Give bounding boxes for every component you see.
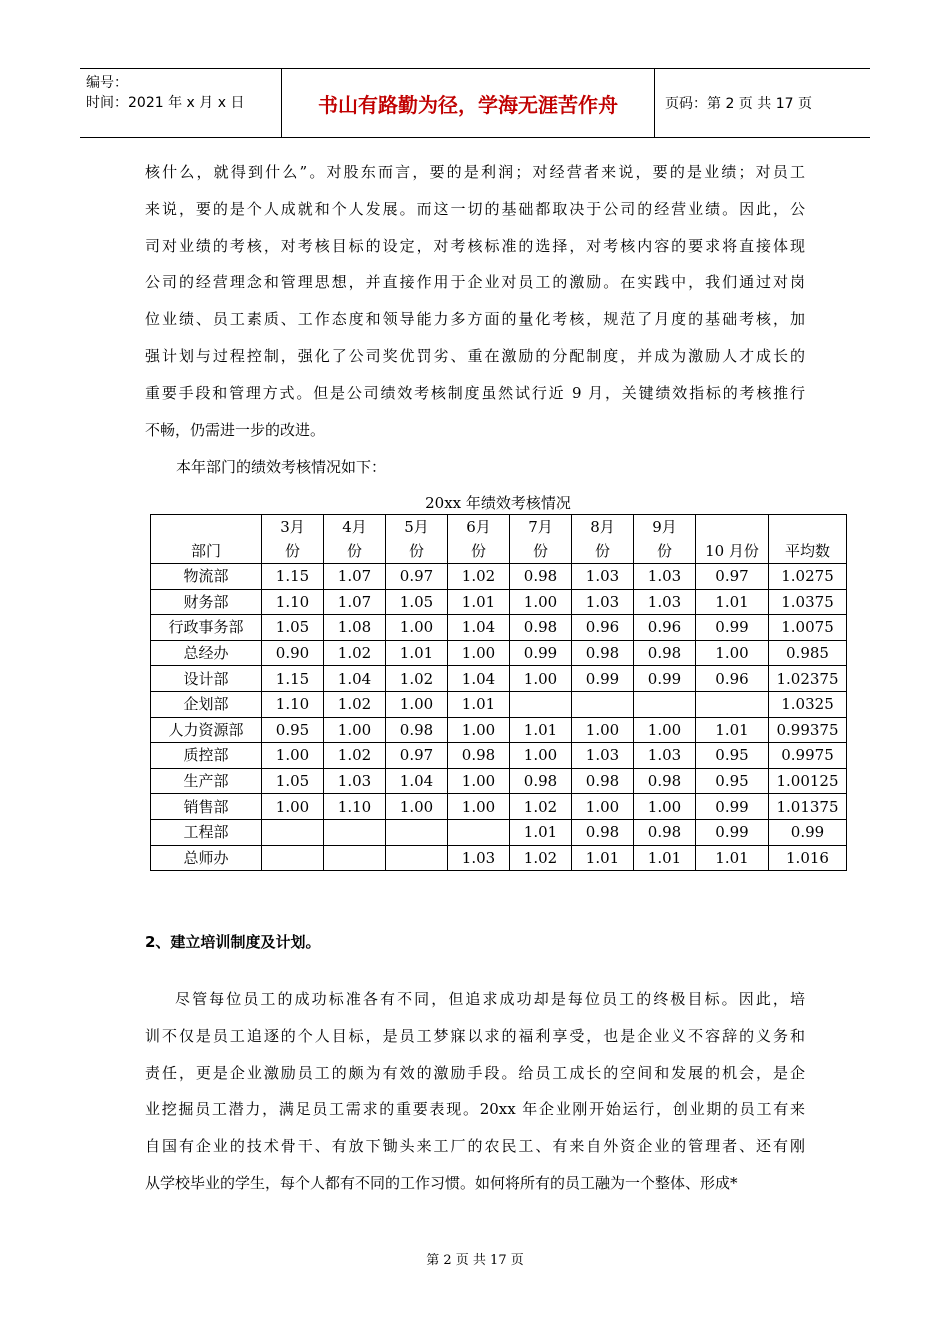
score-cell: 0.99 xyxy=(572,666,634,692)
score-cell: 1.00 xyxy=(386,691,448,717)
column-header xyxy=(324,515,386,564)
department-cell: 总师办 xyxy=(151,845,262,871)
table-intro-text: 本年部门的绩效考核情况如下： xyxy=(176,458,387,476)
column-header-bottom: 平均数 xyxy=(784,542,830,560)
column-header xyxy=(696,515,769,564)
score-cell: 1.00 xyxy=(572,717,634,743)
table-row xyxy=(151,691,847,717)
score-cell: 1.15 xyxy=(262,564,324,590)
score-cell: 0.985 xyxy=(769,640,847,666)
column-header xyxy=(386,515,448,564)
page-header xyxy=(80,68,870,138)
score-cell: 1.01 xyxy=(634,845,696,871)
department-cell: 质控部 xyxy=(151,743,262,769)
score-cell: 1.10 xyxy=(324,794,386,820)
score-cell: 1.02 xyxy=(510,845,572,871)
score-cell xyxy=(324,845,386,871)
paragraph-line: 公司的经营理念和管理思想，并直接作用于企业对员工的激励。在实践中，我们通过对岗 xyxy=(145,273,805,292)
score-cell: 1.02 xyxy=(510,794,572,820)
score-cell: 1.01 xyxy=(448,589,510,615)
score-cell xyxy=(634,691,696,717)
paragraph-line: 重要手段和管理方式。但是公司绩效考核制度虽然试行近 9 月，关键绩效指标的考核推行 xyxy=(145,383,805,402)
score-cell: 0.98 xyxy=(510,768,572,794)
score-cell: 1.03 xyxy=(448,845,510,871)
column-header-bottom: 份 xyxy=(594,542,610,560)
score-cell: 1.05 xyxy=(386,589,448,615)
score-cell: 0.95 xyxy=(262,717,324,743)
score-cell: 1.07 xyxy=(324,589,386,615)
column-header xyxy=(572,515,634,564)
score-cell: 1.00 xyxy=(262,743,324,769)
column-header-top: 5月 xyxy=(404,518,429,536)
column-header-top xyxy=(696,515,768,539)
column-header-bottom: 份 xyxy=(284,542,300,560)
paragraph-line: 来说，要的是个人成就和个人发展。而这一切的基础都取决于公司的经营业绩。因此，公 xyxy=(145,199,805,218)
section-heading: 2、建立培训制度及计划。 xyxy=(145,933,321,951)
score-cell: 1.00 xyxy=(448,640,510,666)
department-cell: 财务部 xyxy=(151,589,262,615)
score-cell: 1.01 xyxy=(572,845,634,871)
score-cell: 1.02 xyxy=(386,666,448,692)
score-cell: 0.98 xyxy=(634,768,696,794)
score-cell: 0.99 xyxy=(696,794,769,820)
score-cell: 1.00 xyxy=(448,794,510,820)
table-row xyxy=(151,640,847,666)
department-cell: 人力资源部 xyxy=(151,717,262,743)
column-header-bottom: 10 月份 xyxy=(705,542,759,560)
score-cell: 1.0375 xyxy=(769,589,847,615)
score-cell xyxy=(572,691,634,717)
score-cell: 0.9975 xyxy=(769,743,847,769)
score-cell: 1.00 xyxy=(696,640,769,666)
score-cell xyxy=(510,691,572,717)
performance-table xyxy=(150,514,847,871)
score-cell xyxy=(262,819,324,845)
score-cell: 0.96 xyxy=(572,615,634,641)
column-header-top: 8月 xyxy=(590,518,615,536)
column-header xyxy=(262,515,324,564)
table-row xyxy=(151,845,847,871)
score-cell: 0.98 xyxy=(386,717,448,743)
score-cell: 1.07 xyxy=(324,564,386,590)
paragraph-line: 位业绩、员工素质、工作态度和领导能力多方面的量化考核，规范了月度的基础考核，加 xyxy=(145,310,805,329)
score-cell: 1.03 xyxy=(572,564,634,590)
paragraph-line: 司对业绩的考核，对考核目标的设定，对考核标准的选择，对考核内容的要求将直接体现 xyxy=(145,236,805,255)
score-cell xyxy=(448,819,510,845)
paragraph-line: 核什么，就得到什么”。对股东而言，要的是利润；对经营者来说，要的是业绩；对员工 xyxy=(145,163,805,181)
score-cell: 1.00 xyxy=(510,589,572,615)
column-header-top: 6月 xyxy=(466,518,491,536)
header-meta xyxy=(80,69,282,137)
score-cell: 1.03 xyxy=(634,589,696,615)
column-header-top: 9月 xyxy=(652,518,677,536)
score-cell: 0.99 xyxy=(696,819,769,845)
score-cell: 0.97 xyxy=(696,564,769,590)
column-header xyxy=(151,515,262,564)
score-cell: 1.01375 xyxy=(769,794,847,820)
score-cell: 0.98 xyxy=(510,615,572,641)
score-cell: 1.00 xyxy=(386,794,448,820)
score-cell: 1.05 xyxy=(262,615,324,641)
body-paragraph-1 xyxy=(145,154,805,448)
score-cell: 0.90 xyxy=(262,640,324,666)
column-header-bottom: 部门 xyxy=(190,542,221,560)
score-cell: 1.01 xyxy=(696,845,769,871)
column-header xyxy=(510,515,572,564)
score-cell: 0.99 xyxy=(696,615,769,641)
table-caption: 20xx 年绩效考核情况 xyxy=(425,494,571,512)
score-cell: 0.99 xyxy=(634,666,696,692)
score-cell: 1.05 xyxy=(262,768,324,794)
score-cell: 1.02 xyxy=(324,640,386,666)
column-header-top xyxy=(151,515,261,539)
header-time: 时间：2021 年 x 月 x 日 xyxy=(86,95,245,111)
header-motto: 书山有路勤为径，学海无涯苦作舟 xyxy=(282,69,655,137)
score-cell: 1.10 xyxy=(262,691,324,717)
paragraph-line: 业挖掘员工潜力，满足员工需求的重要表现。20xx 年企业刚开始运行，创业期的员工有来 xyxy=(145,1100,805,1119)
column-header-bottom: 份 xyxy=(656,542,672,560)
score-cell: 1.04 xyxy=(448,615,510,641)
score-cell xyxy=(386,845,448,871)
score-cell: 1.10 xyxy=(262,589,324,615)
score-cell: 1.0325 xyxy=(769,691,847,717)
column-header-bottom: 份 xyxy=(346,542,362,560)
score-cell: 0.98 xyxy=(634,819,696,845)
score-cell: 0.98 xyxy=(572,640,634,666)
column-header xyxy=(769,515,847,564)
paragraph-line: 责任，更是企业激励员工的颇为有效的激励手段。给员工成长的空间和发展的机会，是企 xyxy=(145,1063,805,1082)
score-cell: 1.04 xyxy=(386,768,448,794)
score-cell: 1.00 xyxy=(324,717,386,743)
score-cell: 1.00 xyxy=(510,743,572,769)
column-header-bottom: 份 xyxy=(532,542,548,560)
score-cell: 0.98 xyxy=(572,768,634,794)
paragraph-line: 从学校毕业的学生，每个人都有不同的工作习惯。如何将所有的员工融为一个整体、形成* xyxy=(145,1173,738,1192)
score-cell: 0.95 xyxy=(696,768,769,794)
score-cell: 0.96 xyxy=(634,615,696,641)
column-header-top: 3月 xyxy=(280,518,305,536)
paragraph-line: 尽管每位员工的成功标准各有不同，但追求成功却是每位员工的终极目标。因此，培 xyxy=(175,990,805,1008)
score-cell: 1.00 xyxy=(572,794,634,820)
table-row xyxy=(151,794,847,820)
score-cell: 1.00 xyxy=(634,794,696,820)
table-row xyxy=(151,589,847,615)
score-cell xyxy=(696,691,769,717)
table-row xyxy=(151,743,847,769)
page-footer: 第 2 页 共 17 页 xyxy=(426,1253,524,1268)
table-row xyxy=(151,564,847,590)
score-cell: 1.01 xyxy=(696,717,769,743)
score-cell: 1.01 xyxy=(386,640,448,666)
score-cell: 1.03 xyxy=(572,743,634,769)
score-cell xyxy=(324,819,386,845)
score-cell xyxy=(262,845,324,871)
score-cell: 1.04 xyxy=(448,666,510,692)
score-cell: 0.97 xyxy=(386,743,448,769)
score-cell: 0.98 xyxy=(634,640,696,666)
score-cell: 1.02375 xyxy=(769,666,847,692)
score-cell: 1.00 xyxy=(448,768,510,794)
score-cell: 1.01 xyxy=(510,819,572,845)
department-cell: 行政事务部 xyxy=(151,615,262,641)
score-cell: 1.04 xyxy=(324,666,386,692)
score-cell: 0.98 xyxy=(448,743,510,769)
score-cell: 1.0075 xyxy=(769,615,847,641)
score-cell: 1.02 xyxy=(448,564,510,590)
score-cell: 0.97 xyxy=(386,564,448,590)
header-number: 编号： xyxy=(86,75,128,91)
score-cell: 1.08 xyxy=(324,615,386,641)
score-cell: 1.0275 xyxy=(769,564,847,590)
score-cell: 1.016 xyxy=(769,845,847,871)
department-cell: 物流部 xyxy=(151,564,262,590)
score-cell: 1.03 xyxy=(634,743,696,769)
score-cell: 1.00 xyxy=(510,666,572,692)
score-cell: 1.03 xyxy=(324,768,386,794)
column-header xyxy=(634,515,696,564)
column-header-top: 7月 xyxy=(528,518,553,536)
table-row xyxy=(151,717,847,743)
table-row xyxy=(151,615,847,641)
score-cell: 0.98 xyxy=(572,819,634,845)
table-row xyxy=(151,768,847,794)
score-cell: 0.95 xyxy=(696,743,769,769)
score-cell: 1.02 xyxy=(324,743,386,769)
column-header-top: 4月 xyxy=(342,518,367,536)
column-header-top xyxy=(769,515,846,539)
score-cell: 1.03 xyxy=(572,589,634,615)
paragraph-line: 不畅，仍需进一步的改进。 xyxy=(145,420,326,439)
score-cell: 1.00 xyxy=(448,717,510,743)
score-cell xyxy=(386,819,448,845)
department-cell: 总经办 xyxy=(151,640,262,666)
score-cell: 1.00 xyxy=(262,794,324,820)
score-cell: 1.15 xyxy=(262,666,324,692)
paragraph-line: 自国有企业的技术骨干、有放下锄头来工厂的农民工、有来自外资企业的管理者、还有刚 xyxy=(145,1137,805,1156)
score-cell: 1.00 xyxy=(634,717,696,743)
score-cell: 1.01 xyxy=(510,717,572,743)
column-header-bottom: 份 xyxy=(408,542,424,560)
score-cell: 0.98 xyxy=(510,564,572,590)
score-cell: 1.01 xyxy=(696,589,769,615)
paragraph-line: 训不仅是员工追逐的个人目标，是员工梦寐以求的福利享受，也是企业义不容辞的义务和 xyxy=(145,1026,805,1045)
score-cell: 0.96 xyxy=(696,666,769,692)
score-cell: 1.03 xyxy=(634,564,696,590)
table-row xyxy=(151,666,847,692)
score-cell: 0.99375 xyxy=(769,717,847,743)
department-cell: 工程部 xyxy=(151,819,262,845)
table-row xyxy=(151,819,847,845)
department-cell: 企划部 xyxy=(151,691,262,717)
column-header xyxy=(448,515,510,564)
paragraph-line: 强计划与过程控制，强化了公司奖优罚劣、重在激励的分配制度，并成为激励人才成长的 xyxy=(145,346,805,365)
body-paragraph-2 xyxy=(145,981,805,1202)
score-cell: 1.00125 xyxy=(769,768,847,794)
score-cell: 1.01 xyxy=(448,691,510,717)
table-header-row xyxy=(151,515,847,564)
department-cell: 销售部 xyxy=(151,794,262,820)
score-cell: 0.99 xyxy=(769,819,847,845)
column-header-bottom: 份 xyxy=(470,542,486,560)
score-cell: 1.02 xyxy=(324,691,386,717)
header-page-number: 页码：第 2 页 共 17 页 xyxy=(665,96,812,112)
department-cell: 生产部 xyxy=(151,768,262,794)
score-cell: 1.00 xyxy=(386,615,448,641)
department-cell: 设计部 xyxy=(151,666,262,692)
score-cell: 0.99 xyxy=(510,640,572,666)
